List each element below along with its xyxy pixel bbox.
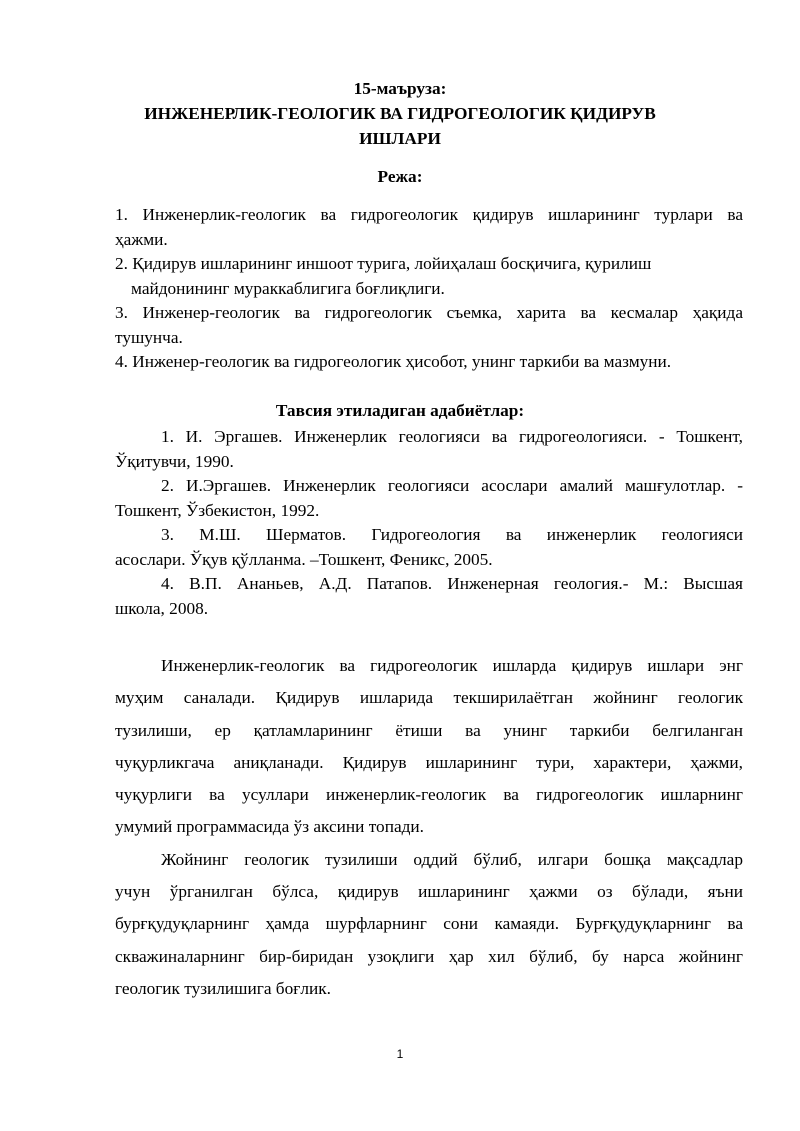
paragraph-line: Инженерлик-геологик ва гидрогеологик ишларда қидирув ишлари энг: [161, 656, 743, 675]
references-list: [115, 425, 743, 621]
title-line-1: ИНЖЕНЕРЛИК-ГЕОЛОГИК ВА ГИДРОГЕОЛОГИК ҚИДИРУВ: [144, 104, 656, 123]
paragraph-line: учун ўрганилган бўлса, қидирув ишларининг ҳажми оз бўлади, яъни: [115, 882, 743, 902]
paragraph-line: Жойнинг геологик тузилиши оддий бўлиб, илгари бошқа мақсадлар: [161, 849, 743, 869]
title-line-2: ИШЛАРИ: [359, 129, 441, 148]
reference-line: 2. И.Эргашев. Инженерлик геологияси асослари амалий машғулотлар. -: [161, 476, 743, 495]
plan-list: [115, 203, 743, 375]
reference-line: 4. В.П. Ананьев, А.Д. Патапов. Инженерная геология.- М.: Высшая: [161, 574, 743, 593]
paragraph-line: муҳим саналади. Қидирув ишларида текширилаётган жойнинг геологик: [115, 688, 743, 708]
plan-line: майдонининг мураккаблигига боғлиқлиги.: [131, 278, 445, 298]
plan-line: 4. Инженер-геологик ва гидрогеологик ҳисобот, унинг таркиби ва мазмуни.: [115, 352, 672, 371]
paragraph-line: бурғқудуқларнинг ҳамда шурфларнинг сони камаяди. Бурғқудуқларнинг ва: [115, 914, 743, 934]
paragraph-line: чуқурлиги ва усуллари инженерлик-геологик ва гидрогеологик ишларнинг: [115, 785, 743, 805]
reference-line: школа, 2008.: [115, 598, 209, 618]
plan-line: тушунча.: [115, 327, 183, 347]
references-title: Тавсия этиладиган адабиётлар:: [275, 401, 525, 420]
reference-line: Ўқитувчи, 1990.: [115, 451, 234, 471]
reference-line: 3. М.Ш. Шерматов. Гидрогеология ва инженерлик геологияси: [161, 525, 743, 544]
plan-label: Режа:: [377, 167, 423, 186]
plan-line: 2. Қидирув ишларининг иншоот турига, лойиҳалаш босқичига, қурилиш: [115, 254, 652, 273]
paragraph-line: умумий программасида ўз аксини топади.: [115, 817, 424, 837]
plan-line: 1. Инженерлик-геологик ва гидрогеологик қидирув ишларининг турлари ва: [115, 205, 743, 224]
plan-line: ҳажми.: [115, 229, 168, 249]
reference-line: Тошкент, Ўзбекистон, 1992.: [115, 500, 320, 520]
paragraph-line: скважиналарнинг бир-биридан узоқлиги ҳар хил бўлиб, бу нарса жойнинг: [115, 946, 743, 966]
plan-line: 3. Инженер-геологик ва гидрогеологик съемка, харита ва кесмалар ҳақида: [115, 303, 743, 322]
reference-line: 1. И. Эргашев. Инженерлик геологияси ва гидрогеологияси. - Тошкент,: [161, 427, 743, 446]
paragraph-line: геологик тузилишига боғлик.: [115, 978, 331, 998]
paragraph-line: тузилиши, ер қатламларининг ётиши ва унинг таркиби белгиланган: [115, 720, 743, 740]
body-text: [115, 650, 743, 1005]
page-number: 1: [396, 1047, 404, 1061]
reference-line: асослари. Ўқув қўлланма. –Тошкент, Феникс, 2005.: [115, 549, 493, 569]
paragraph-line: чуқурликгача аниқланади. Қидирув ишларининг тури, характери, ҳажми,: [115, 752, 743, 772]
lecture-number: 15-маъруза:: [353, 79, 447, 98]
